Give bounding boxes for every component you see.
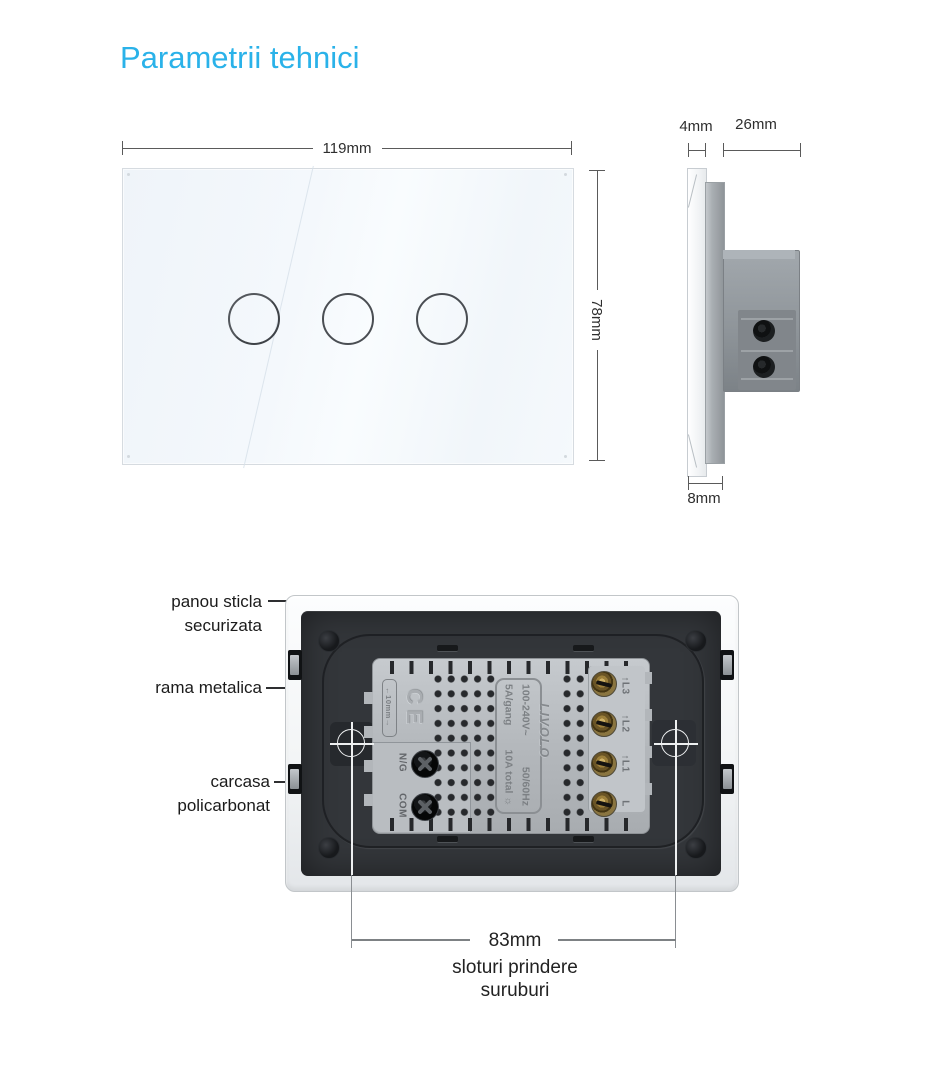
dim-height-line-bottom	[597, 350, 598, 460]
dim-depth-label: 26mm	[735, 116, 777, 133]
touch-button-circle-2	[322, 293, 374, 345]
rating-text	[500, 684, 534, 806]
terminal-label-L2: ↑L2	[619, 714, 631, 733]
terminal-label-L: L	[619, 800, 631, 807]
terminal-screw-L1	[591, 751, 617, 777]
screw-slot	[596, 720, 612, 728]
dim-width-label: 119mm	[322, 140, 372, 157]
side-terminal-screw	[753, 356, 775, 378]
mount-clip-tab	[723, 769, 732, 789]
touch-button-circle-3	[416, 293, 468, 345]
terminal-screw-L	[591, 791, 617, 817]
frame-slot	[573, 645, 594, 652]
dim-width-line-left	[123, 148, 313, 149]
terminal-label-NG: N/G	[396, 752, 408, 773]
mount-clip-tab	[290, 655, 299, 675]
ext-line-left	[351, 875, 352, 948]
rating-label	[498, 681, 536, 810]
screw-slot-crosshair-right	[661, 729, 689, 757]
dim-height-tick-bottom	[589, 460, 605, 461]
dim-width-tick-right	[571, 141, 572, 155]
frame-slot	[437, 645, 458, 652]
dim-height-line-top	[597, 171, 598, 290]
page-title: Parametrii tehnici	[120, 40, 360, 75]
module-vent-grid-right	[561, 672, 589, 818]
ce-mark: CE	[402, 688, 427, 730]
brand-logo: LIVOLO	[537, 703, 551, 759]
side-glass-panel	[687, 168, 707, 477]
module-left-teeth	[364, 692, 373, 828]
dim-83-label: 83mm	[488, 930, 542, 951]
touch-button-circle-1	[228, 293, 280, 345]
frame-corner-screw	[685, 837, 707, 859]
screw-slots-note: sloturi prindere suruburi	[452, 957, 578, 1001]
terminal-label-COM: COM	[396, 793, 408, 818]
mount-clip-tab	[723, 655, 732, 675]
terminal-screw-L3	[591, 671, 617, 697]
label-metal-frame: rama metalica	[155, 678, 262, 697]
screw-slot	[596, 760, 612, 768]
module-vent-grid-left	[432, 672, 496, 818]
ext-line-right	[675, 875, 676, 948]
label-glass-panel: panou sticla securizata	[171, 592, 262, 635]
rating-line-2: 5A/gang 10A total ☼	[502, 684, 515, 806]
label-polycarbonate-case: carcasa policarbonat	[177, 772, 270, 815]
rating-line-1: 100-240V~ 50/60Hz	[519, 684, 532, 806]
dim-depth-line	[723, 150, 801, 151]
side-module-cap	[723, 250, 795, 259]
screw-slot-crosshair-left	[337, 729, 365, 757]
side-back-plate	[705, 182, 725, 464]
mount-clip-tab	[290, 769, 299, 789]
terminal-screw-L2	[591, 711, 617, 737]
panel-corner-dot	[564, 173, 567, 176]
terminal-screw-COM	[411, 793, 439, 821]
dim-glass-label: 4mm	[679, 118, 713, 135]
panel-corner-dot	[127, 455, 130, 458]
dim-glass-line	[688, 150, 706, 151]
frame-corner-screw	[318, 837, 340, 859]
frame-slot	[573, 836, 594, 843]
side-terminal-screw	[753, 320, 775, 342]
dim-thickness-line	[688, 483, 723, 484]
side-terminal-rib	[741, 378, 793, 380]
side-terminal-rib	[741, 350, 793, 352]
dim-height-label: 78mm	[588, 299, 606, 341]
screw-slot	[596, 800, 612, 808]
panel-corner-dot	[127, 173, 130, 176]
strip-length-label: ←10mm→	[384, 687, 394, 727]
frame-slot	[437, 836, 458, 843]
dim-width-line-right	[382, 148, 571, 149]
frame-corner-screw	[318, 630, 340, 652]
frame-corner-screw	[685, 630, 707, 652]
dim-thickness-label: 8mm	[687, 490, 721, 507]
terminal-screw-NG	[411, 750, 439, 778]
screw-slot	[596, 680, 612, 688]
panel-corner-dot	[564, 455, 567, 458]
terminal-label-L3: ↑L3	[619, 676, 631, 695]
terminal-label-L1: ↑L1	[619, 754, 631, 773]
